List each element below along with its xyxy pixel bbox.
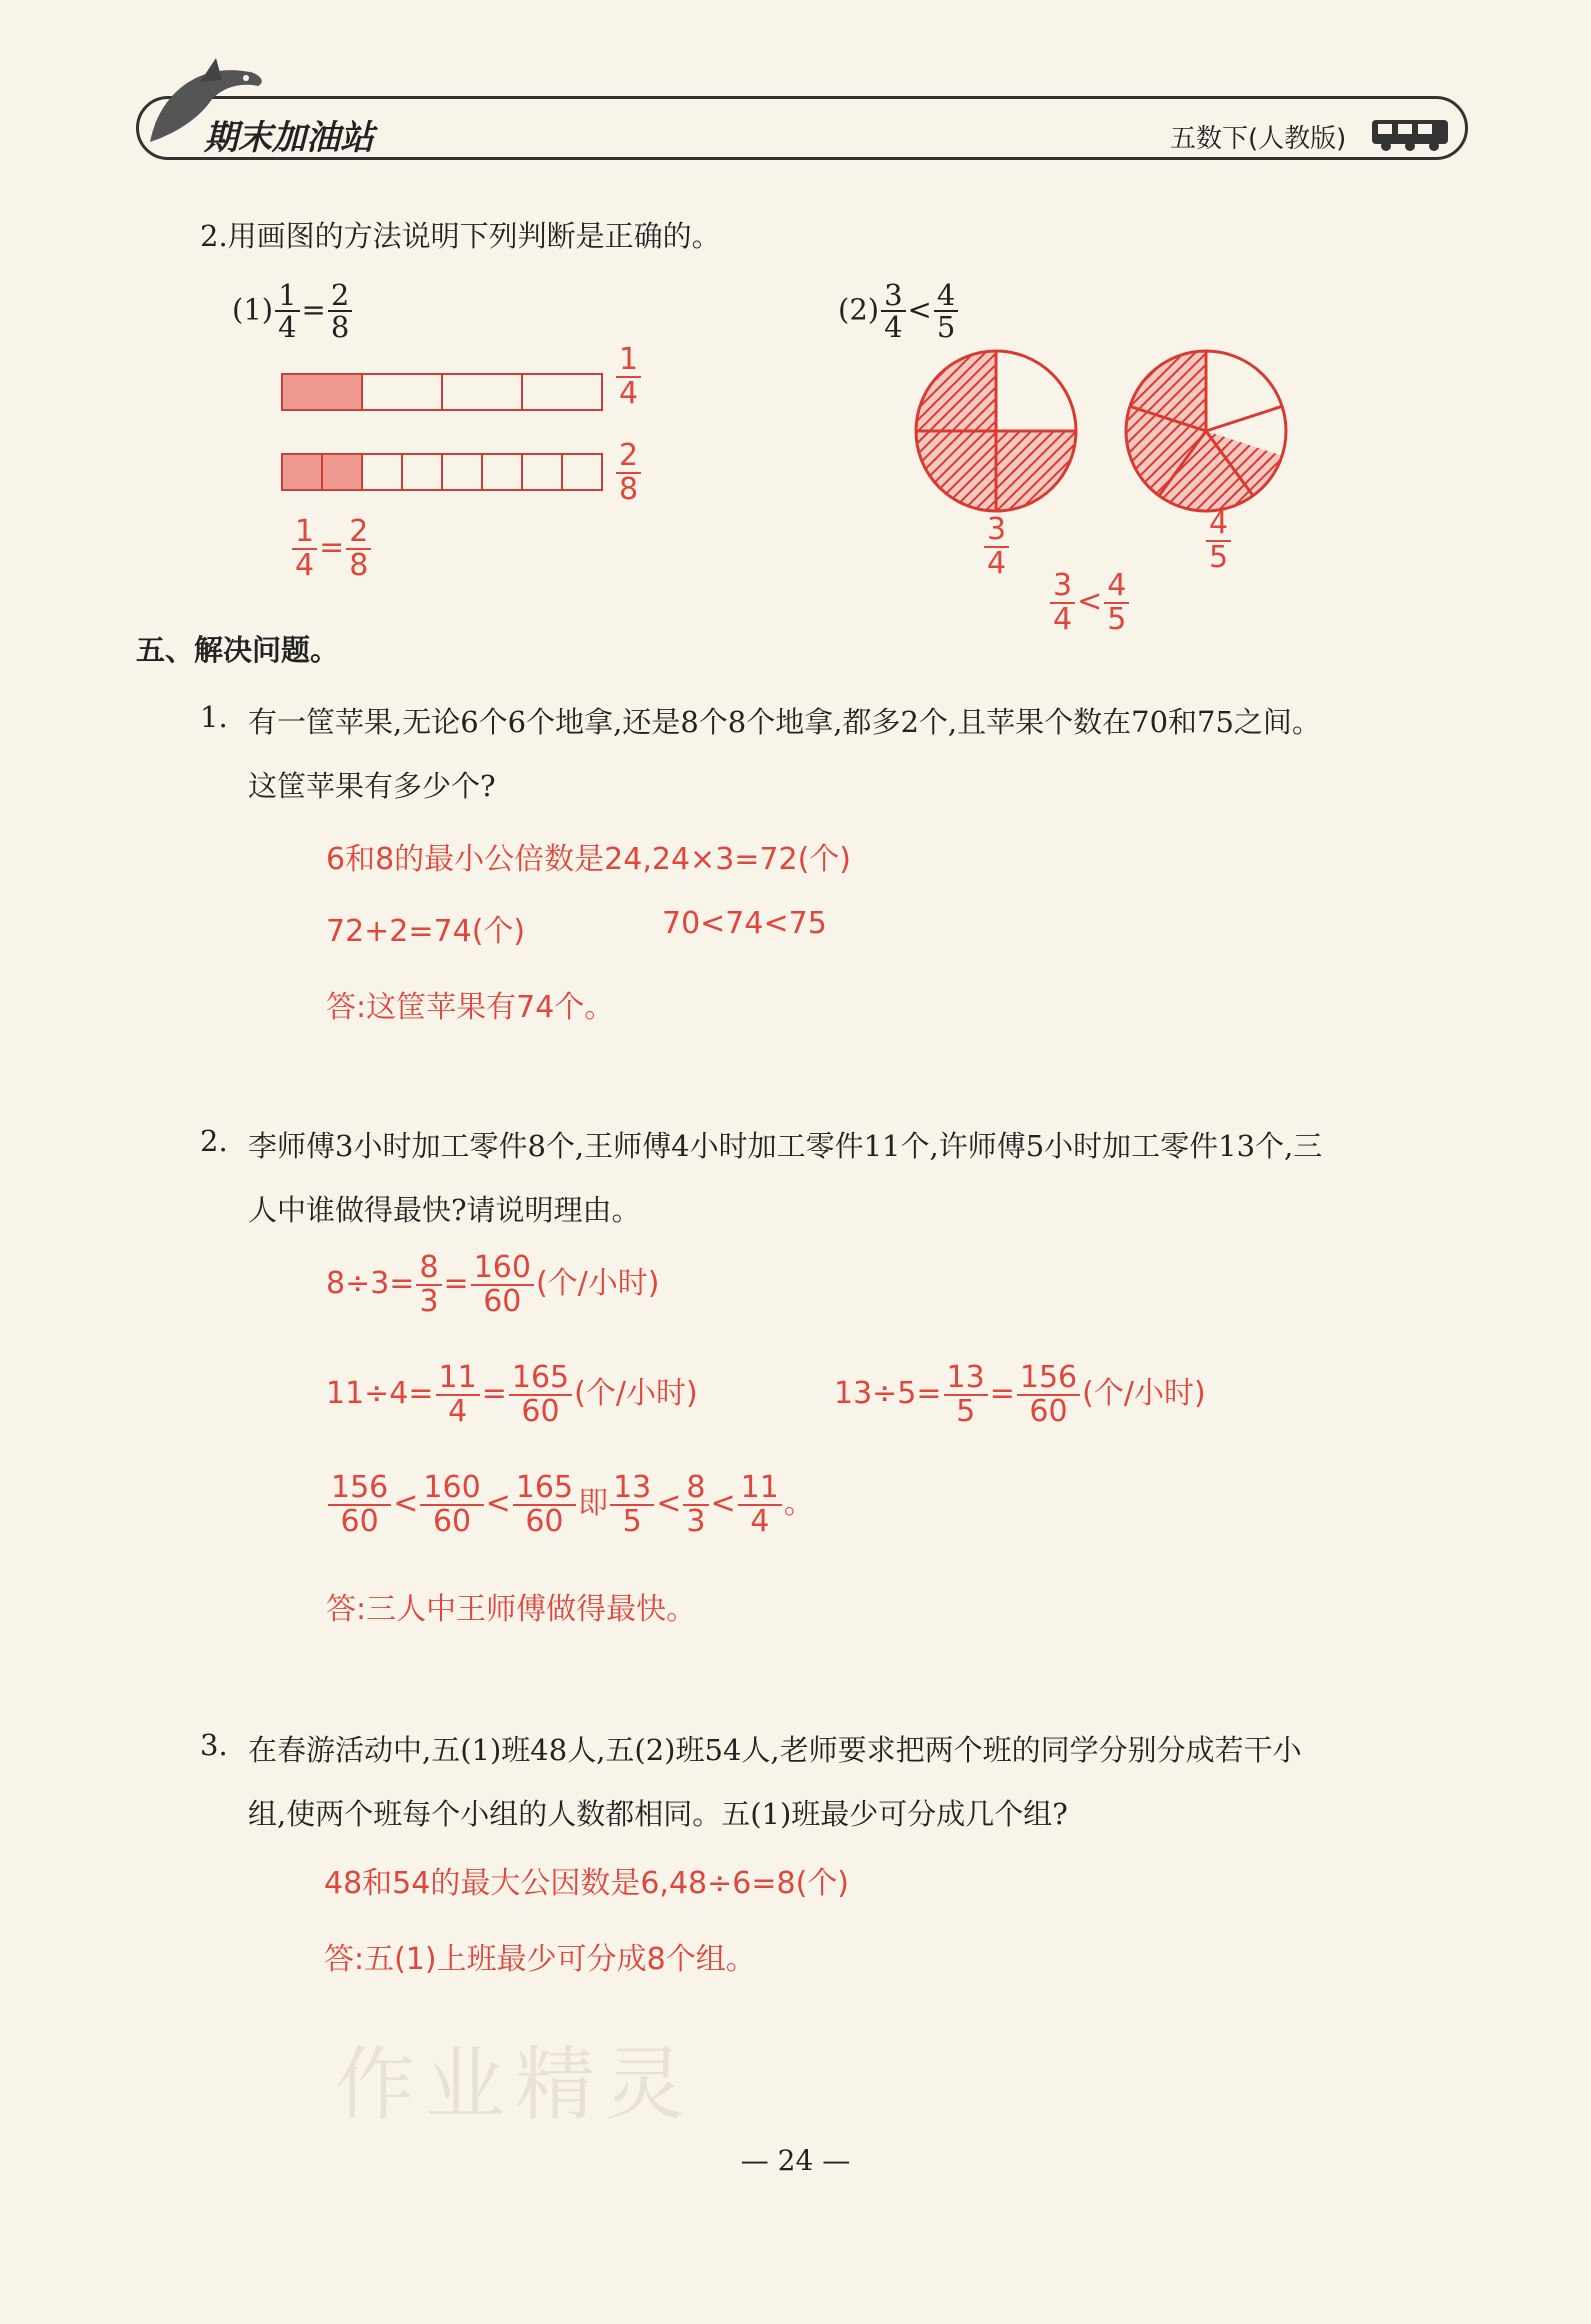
q1-text-line2: 这筐苹果有多少个?	[248, 769, 496, 803]
q3-answer-line2: 答:五(1)上班最少可分成8个组。	[324, 1942, 756, 1977]
q2-text-line2: 人中谁做得最快?请说明理由。	[248, 1193, 641, 1227]
part2-answer: $\frac{3}{4}$ < $\frac{4}{5}$	[1048, 570, 1131, 635]
watermark: 作业精灵	[335, 2038, 695, 2131]
q1-answer-line2: 72+2=74(个)	[326, 914, 526, 949]
circle1-label: $\frac{3}{4}$	[982, 514, 1011, 579]
q1-text-line1: 有一筐苹果,无论6个6个地拿,还是8个8个地拿,都多2个,且苹果个数在70和75之间。	[248, 705, 1321, 739]
q1-answer-line3: 答:这筐苹果有74个。	[326, 990, 615, 1025]
section-heading: 五、解决问题。	[136, 633, 340, 667]
q2-compare: $\frac{156}{60}$ < $\frac{160}{60}$ < $\frac{165}{60}$ 即 $\frac{13}{5}$ < $\frac{8}{3}$ < $\frac{11}{4}$ 。	[326, 1472, 814, 1537]
grade-label: 五数下(人教版)	[1170, 124, 1347, 154]
part1-answer: $\frac{1}{4}$ = $\frac{2}{8}$	[290, 516, 373, 581]
q1-number: 1.	[200, 700, 228, 734]
page-number: — 24 —	[740, 2144, 851, 2177]
bar2-label: $\frac{2}{8}$	[614, 440, 643, 505]
q2-eq1: 8÷3= $\frac{8}{3}$ = $\frac{160}{60}$ (个/小时)	[326, 1250, 660, 1319]
fraction-bars	[280, 370, 610, 500]
series-title: 期末加油站	[204, 118, 374, 158]
q1-answer-line1: 6和8的最小公倍数是24,24×3=72(个)	[326, 842, 851, 877]
q2-eq2: 11÷4= $\frac{11}{4}$ = $\frac{165}{60}$ (个/小时)	[326, 1360, 698, 1429]
circle2-label: $\frac{4}{5}$	[1204, 508, 1233, 573]
q3-text-line2: 组,使两个班每个小组的人数都相同。五(1)班最少可分成几个组?	[248, 1797, 1068, 1831]
bar-quarters	[282, 374, 602, 410]
q2-text-line1: 李师傅3小时加工零件8个,王师傅4小时加工零件11个,许师傅5小时加工零件13个,三	[248, 1129, 1323, 1163]
question-prompt: 2.用画图的方法说明下列判断是正确的。	[200, 219, 721, 253]
bar1-label: $\frac{1}{4}$	[614, 344, 643, 409]
fraction-circles	[910, 345, 1300, 525]
q2-number: 2.	[200, 1124, 228, 1158]
q1-answer-line2b: 70<74<75	[662, 906, 827, 941]
train-logo-icon	[1370, 108, 1452, 152]
q3-text-line1: 在春游活动中,五(1)班48人,五(2)班54人,老师要求把两个班的同学分别分成若干小	[248, 1733, 1302, 1767]
part1-statement: (1) $\frac{1}{4}$ = $\frac{2}{8}$	[232, 280, 354, 343]
q2-answer: 答:三人中王师傅做得最快。	[326, 1592, 697, 1627]
circle-fifths	[1126, 351, 1286, 511]
part2-statement: (2) $\frac{3}{4}$ < $\frac{4}{5}$	[838, 280, 960, 343]
q3-answer-line1: 48和54的最大公因数是6,48÷6=8(个)	[324, 1866, 849, 1901]
circle-quarters	[916, 351, 1076, 511]
q2-eq3: 13÷5= $\frac{13}{5}$ = $\frac{156}{60}$ (个/小时)	[834, 1360, 1206, 1429]
q3-number: 3.	[200, 1728, 228, 1762]
bar-eighths	[282, 454, 602, 490]
